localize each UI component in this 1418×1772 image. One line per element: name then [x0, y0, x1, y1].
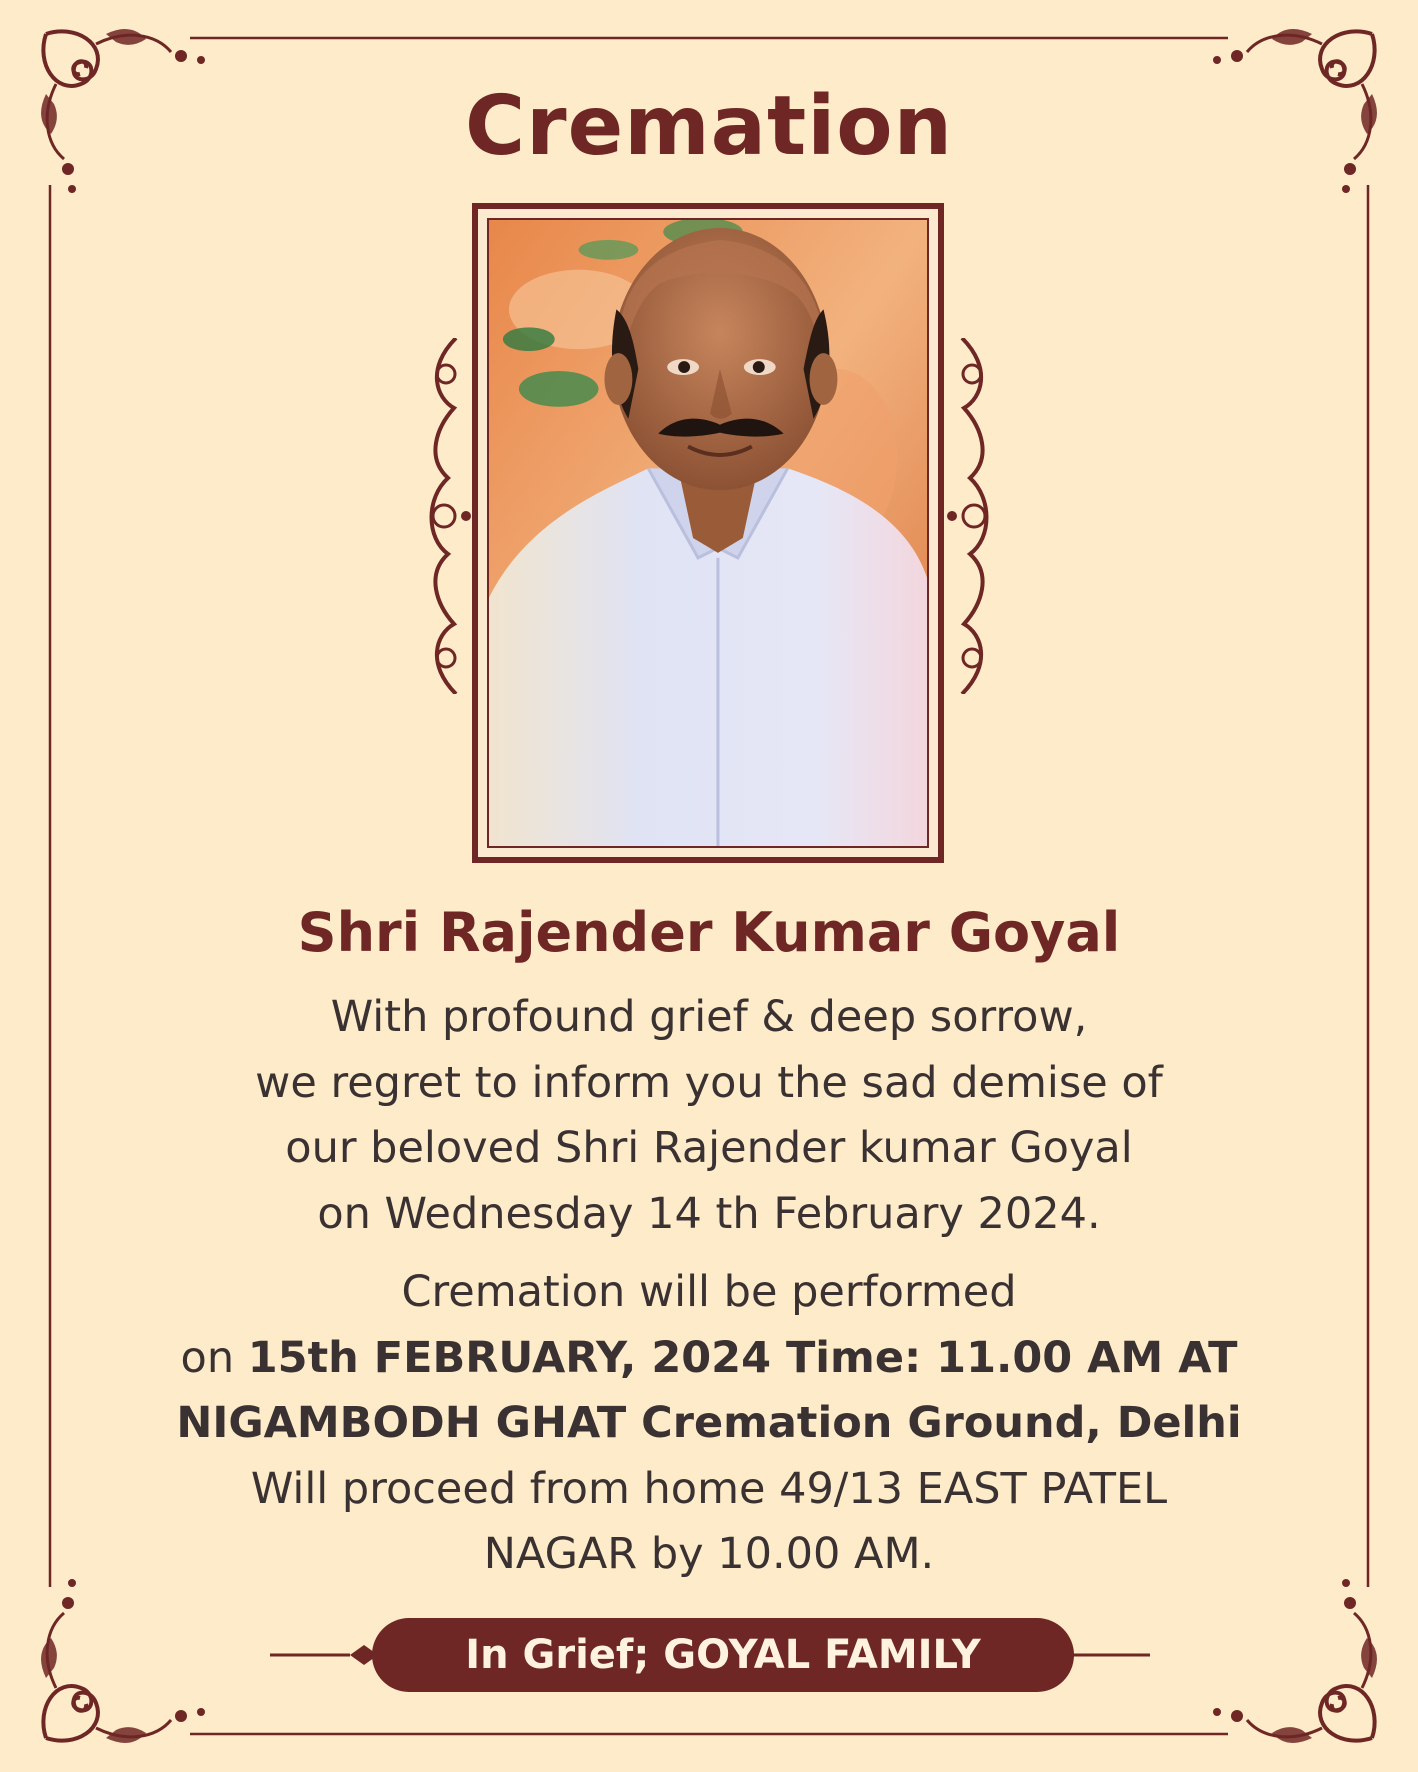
cremation-on-label: on — [180, 1332, 248, 1383]
corner-ornament-icon — [41, 1579, 205, 1743]
message-line: our beloved Shri Rajender kumar Goyal — [285, 1123, 1133, 1173]
portrait-illustration — [489, 220, 927, 846]
side-ornament-right-icon — [946, 338, 992, 694]
cremation-intro: Cremation will be performed — [401, 1267, 1017, 1317]
cremation-datetime: 15th FEBRUARY, 2024 Time: 11.00 AM AT — [247, 1332, 1238, 1383]
side-ornament-left-icon — [426, 338, 472, 694]
procession-line-2: NAGAR by 10.00 AM. — [483, 1529, 935, 1579]
corner-ornament-icon — [1213, 1579, 1377, 1743]
message-line: With profound grief & deep sorrow, — [330, 992, 1088, 1042]
cremation-place: NIGAMBODH GHAT Cremation Ground, Delhi — [176, 1398, 1242, 1448]
portrait-frame — [472, 203, 944, 863]
deceased-name: Shri Rajender Kumar Goyal — [297, 901, 1121, 964]
procession-line-1: Will proceed from home 49/13 EAST PATEL — [250, 1463, 1168, 1514]
message-line: we regret to inform you the sad demise of — [255, 1057, 1163, 1108]
message-line: on Wednesday 14 th February 2024. — [317, 1188, 1101, 1239]
cremation-datetime-line — [100, 1326, 1318, 1392]
page-title: Cremation — [464, 79, 954, 174]
condolence-message — [100, 985, 1318, 1247]
portrait-photo — [487, 218, 929, 848]
cremation-details — [100, 1260, 1318, 1588]
family-signoff-badge: In Grief; GOYAL FAMILY — [372, 1618, 1074, 1692]
